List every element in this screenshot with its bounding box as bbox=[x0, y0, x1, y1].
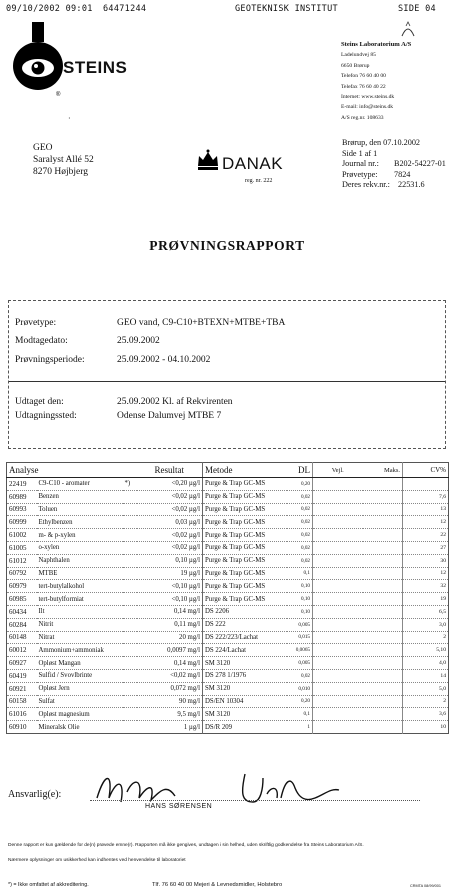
danak-logo: DANAK bbox=[222, 154, 284, 173]
cell-code: 60993 bbox=[7, 503, 37, 516]
cell-note bbox=[123, 605, 137, 618]
cell-method: SM 3120 bbox=[203, 657, 287, 670]
table-row bbox=[7, 580, 449, 593]
cell-result: 0,072 mg/l bbox=[137, 682, 203, 695]
cell-code: 60284 bbox=[7, 618, 37, 631]
cell-code: 60419 bbox=[7, 669, 37, 682]
cell-method: SM 3120 bbox=[203, 708, 287, 721]
cell-cv: 5,0 bbox=[403, 682, 449, 695]
table-row bbox=[7, 605, 449, 618]
cell-note bbox=[123, 567, 137, 580]
cell-result: <0,02 mg/l bbox=[137, 669, 203, 682]
table-row bbox=[7, 631, 449, 644]
crown-icon bbox=[196, 148, 220, 172]
cell-cv: 2 bbox=[403, 631, 449, 644]
cell-code: 60792 bbox=[7, 567, 37, 580]
cell-dl: 0,10 bbox=[287, 593, 313, 606]
lab-address-1: Ladelundvej 85 bbox=[341, 52, 376, 59]
cell-name: Ammonium+ammoniak bbox=[37, 644, 123, 657]
lab-name: Steins Laboratorium A/S bbox=[341, 41, 412, 48]
cell-note bbox=[123, 516, 137, 529]
cell-cv: 13 bbox=[403, 503, 449, 516]
cell-note bbox=[123, 708, 137, 721]
cell-method: DS/R 209 bbox=[203, 721, 287, 734]
cell-name: Ilt bbox=[37, 605, 123, 618]
cell-result: 20 mg/l bbox=[137, 631, 203, 644]
cell-result: <0,02 µg/l bbox=[137, 503, 203, 516]
header-analyse: Analyse bbox=[7, 463, 137, 478]
cell-maks bbox=[363, 541, 403, 554]
svg-text:®: ® bbox=[56, 92, 61, 98]
lab-address-2: 6650 Brørup bbox=[341, 62, 370, 69]
cell-dl: 0,005 bbox=[287, 657, 313, 670]
table-row bbox=[7, 618, 449, 631]
cell-dl: 0,0065 bbox=[287, 644, 313, 657]
cell-vejl bbox=[313, 657, 363, 670]
cell-cv: 12 bbox=[403, 516, 449, 529]
cell-code: 60158 bbox=[7, 695, 37, 708]
cell-vejl bbox=[313, 618, 363, 631]
cell-name: Opløst Mangan bbox=[37, 657, 123, 670]
journal-label: Journal nr.: bbox=[342, 159, 379, 168]
cell-vejl bbox=[313, 708, 363, 721]
cell-result: <0,20 µg/l bbox=[137, 478, 203, 491]
cell-vejl bbox=[313, 682, 363, 695]
cell-cv: 3,6 bbox=[403, 708, 449, 721]
info-row-provningsperiode: Prøvningsperiode: 25.09.2002 - 04.10.2002 bbox=[15, 355, 211, 365]
cell-maks bbox=[363, 721, 403, 734]
table-row bbox=[7, 554, 449, 567]
table-row bbox=[7, 503, 449, 516]
cell-code: 60927 bbox=[7, 657, 37, 670]
cell-name: C9-C10 - aromater bbox=[37, 478, 123, 491]
cell-cv: 12 bbox=[403, 567, 449, 580]
cell-result: 0,03 µg/l bbox=[137, 516, 203, 529]
cell-note bbox=[123, 541, 137, 554]
cell-method: DS 222/223/Lachat bbox=[203, 631, 287, 644]
cell-dl: 0,010 bbox=[287, 682, 313, 695]
lab-regnr: A/S reg.nr. 108633 bbox=[341, 114, 384, 121]
info-row-modtagedato: Modtagedato: 25.09.2002 bbox=[15, 336, 160, 346]
cell-name: o-xylen bbox=[37, 541, 123, 554]
recipient-address bbox=[33, 142, 94, 178]
cell-cv: 2 bbox=[403, 695, 449, 708]
cell-maks bbox=[363, 554, 403, 567]
cell-result: <0,02 µg/l bbox=[137, 490, 203, 503]
table-row bbox=[7, 516, 449, 529]
cell-result: <0,02 µg/l bbox=[137, 541, 203, 554]
lab-emblem-icon bbox=[398, 20, 418, 40]
cell-note bbox=[123, 669, 137, 682]
fax-datetime: 09/10/2002 09:01 bbox=[6, 4, 93, 14]
cell-method: SM 3120 bbox=[203, 682, 287, 695]
cell-vejl bbox=[313, 580, 363, 593]
cell-note: *) bbox=[123, 478, 137, 491]
cell-vejl bbox=[313, 490, 363, 503]
cell-note bbox=[123, 644, 137, 657]
footer-disclaimer: Denne rapport er kun gældende for de(n) prøvede emne(r). Rapporten må ikke gengives, undtagen i sin helhed, uden skriftlig godkendelse fra Steins Laboratorium A/S. bbox=[8, 843, 364, 848]
cell-name: tert-butylformiat bbox=[37, 593, 123, 606]
table-row bbox=[7, 644, 449, 657]
signature-line bbox=[90, 800, 420, 801]
cell-maks bbox=[363, 695, 403, 708]
cell-maks bbox=[363, 631, 403, 644]
cell-dl: 0,005 bbox=[287, 618, 313, 631]
cell-result: 9,5 mg/l bbox=[137, 708, 203, 721]
header-vejl: Vejl. bbox=[313, 463, 363, 478]
header-metode: Metode bbox=[203, 463, 287, 478]
cell-maks bbox=[363, 503, 403, 516]
cell-code: 60979 bbox=[7, 580, 37, 593]
cell-dl: 0,02 bbox=[287, 669, 313, 682]
cell-dl: 0,02 bbox=[287, 541, 313, 554]
cell-method: Purge & Trap GC-MS bbox=[203, 516, 287, 529]
cell-method: Purge & Trap GC-MS bbox=[203, 567, 287, 580]
cell-result: 90 mg/l bbox=[137, 695, 203, 708]
cell-maks bbox=[363, 618, 403, 631]
danak-reg: reg. nr. 222 bbox=[245, 178, 273, 184]
cell-result: 1 µg/l bbox=[137, 721, 203, 734]
cell-method: DS 222 bbox=[203, 618, 287, 631]
journal-value: B202-54227-01 bbox=[394, 159, 446, 168]
cell-maks bbox=[363, 644, 403, 657]
cell-cv: 7,6 bbox=[403, 490, 449, 503]
cell-dl: 0,10 bbox=[287, 580, 313, 593]
cell-note bbox=[123, 631, 137, 644]
cell-code: 60989 bbox=[7, 490, 37, 503]
cell-dl: 0,20 bbox=[287, 478, 313, 491]
cell-name: Ethylbenzen bbox=[37, 516, 123, 529]
cell-result: 0,14 mg/l bbox=[137, 657, 203, 670]
fax-page: SIDE 04 bbox=[398, 4, 436, 14]
cell-note bbox=[123, 490, 137, 503]
header-resultat: Resultat bbox=[137, 463, 203, 478]
sample-info-box bbox=[8, 300, 446, 449]
report-info bbox=[342, 138, 452, 191]
table-header-row bbox=[7, 463, 449, 478]
cell-maks bbox=[363, 708, 403, 721]
info-row-provetype: Prøvetype: GEO vand, C9-C10+BTEXN+MTBE+TBA bbox=[15, 318, 286, 328]
cell-maks bbox=[363, 478, 403, 491]
lab-info bbox=[341, 40, 451, 123]
cell-name: Nitrit bbox=[37, 618, 123, 631]
cell-vejl bbox=[313, 631, 363, 644]
cell-method: Purge & Trap GC-MS bbox=[203, 490, 287, 503]
cell-dl: 0,02 bbox=[287, 490, 313, 503]
cell-note bbox=[123, 657, 137, 670]
lab-email: E-mail: info@steins.dk bbox=[341, 104, 394, 111]
table-row bbox=[7, 657, 449, 670]
cell-method: DS/EN 10304 bbox=[203, 695, 287, 708]
cell-cv: 32 bbox=[403, 580, 449, 593]
cell-note bbox=[123, 554, 137, 567]
lab-web: Internet: www.steins.dk bbox=[341, 94, 395, 101]
cell-maks bbox=[363, 657, 403, 670]
recipient-city: 8270 Højbjerg bbox=[33, 167, 88, 177]
header-maks: Maks. bbox=[363, 463, 403, 478]
cell-method: Purge & Trap GC-MS bbox=[203, 554, 287, 567]
cell-vejl bbox=[313, 695, 363, 708]
steins-logo-icon bbox=[12, 22, 66, 98]
cell-cv: 6,5 bbox=[403, 605, 449, 618]
cell-code: 61016 bbox=[7, 708, 37, 721]
cell-name: MTBE bbox=[37, 567, 123, 580]
cell-dl: 0,10 bbox=[287, 605, 313, 618]
cell-method: Purge & Trap GC-MS bbox=[203, 529, 287, 542]
cell-code: 60999 bbox=[7, 516, 37, 529]
header-cv: CV% bbox=[403, 463, 449, 478]
cell-cv: 14 bbox=[403, 669, 449, 682]
cell-vejl bbox=[313, 567, 363, 580]
cell-result: 0,11 mg/l bbox=[137, 618, 203, 631]
cell-maks bbox=[363, 516, 403, 529]
cell-code: 60985 bbox=[7, 593, 37, 606]
cell-method: DS 224/Lachat bbox=[203, 644, 287, 657]
cell-note bbox=[123, 618, 137, 631]
recipient-street: Saralyst Allé 52 bbox=[33, 155, 94, 165]
cell-maks bbox=[363, 682, 403, 695]
cell-cv: 19 bbox=[403, 593, 449, 606]
cell-code: 60148 bbox=[7, 631, 37, 644]
cell-method: DS 278 1/1976 bbox=[203, 669, 287, 682]
cell-method: Purge & Trap GC-MS bbox=[203, 593, 287, 606]
cell-code: 61012 bbox=[7, 554, 37, 567]
cell-dl: 0,015 bbox=[287, 631, 313, 644]
cell-maks bbox=[363, 529, 403, 542]
recipient-name: GEO bbox=[33, 143, 53, 153]
cell-code: 60921 bbox=[7, 682, 37, 695]
table-row bbox=[7, 682, 449, 695]
cell-vejl bbox=[313, 593, 363, 606]
report-title: PRØVNINGSRAPPORT bbox=[149, 238, 305, 253]
lab-phone: Telefon 76 60 40 00 bbox=[341, 73, 386, 80]
cell-code: 61002 bbox=[7, 529, 37, 542]
signature-handwritten bbox=[95, 768, 375, 810]
cell-vejl bbox=[313, 529, 363, 542]
cell-vejl bbox=[313, 503, 363, 516]
cell-dl: 0,02 bbox=[287, 554, 313, 567]
cell-maks bbox=[363, 593, 403, 606]
cell-code: 22419 bbox=[7, 478, 37, 491]
cell-name: Toluen bbox=[37, 503, 123, 516]
cell-method: Purge & Trap GC-MS bbox=[203, 478, 287, 491]
table-row bbox=[7, 541, 449, 554]
cell-maks bbox=[363, 490, 403, 503]
cell-note bbox=[123, 721, 137, 734]
cell-code: 60012 bbox=[7, 644, 37, 657]
cell-name: Naphthalen bbox=[37, 554, 123, 567]
cell-result: <0,02 µg/l bbox=[137, 529, 203, 542]
cell-note bbox=[123, 593, 137, 606]
cell-name: tert-butylalkohol bbox=[37, 580, 123, 593]
report-date: Brørup, den 07.10.2002 bbox=[342, 138, 421, 147]
footer-form-code: CRMTA 08/99/001 bbox=[410, 884, 441, 888]
table-row bbox=[7, 478, 449, 491]
cell-vejl bbox=[313, 554, 363, 567]
cell-vejl bbox=[313, 644, 363, 657]
footer-uncertainty: Nærmere oplysninger om usikkerhed kan indhentes ved henvendelse til laboratoriet bbox=[8, 858, 186, 863]
ref-value: 22531.6 bbox=[398, 180, 425, 189]
info-row-udtagningssted: Udtagningssted: Odense Dalumvej MTBE 7 bbox=[15, 411, 222, 421]
type-label: Prøvetype: bbox=[342, 169, 378, 179]
cell-result: 0,14 mg/l bbox=[137, 605, 203, 618]
info-row-udtaget: Udtaget den: 25.09.2002 Kl. af Rekvirenten bbox=[15, 397, 233, 407]
cell-name: Mineralsk Olie bbox=[37, 721, 123, 734]
cell-code: 60910 bbox=[7, 721, 37, 734]
footer-note: *) = Ikke omfattet af akkreditering. bbox=[8, 882, 89, 888]
lab-fax: Telefax 76 60 40 22 bbox=[341, 83, 386, 90]
cell-vejl bbox=[313, 669, 363, 682]
cell-method: Purge & Trap GC-MS bbox=[203, 503, 287, 516]
cell-name: Sulfat bbox=[37, 695, 123, 708]
cell-dl: 0,02 bbox=[287, 516, 313, 529]
cell-dl: 0,02 bbox=[287, 503, 313, 516]
table-row bbox=[7, 695, 449, 708]
table-row bbox=[7, 593, 449, 606]
cell-maks bbox=[363, 605, 403, 618]
cell-vejl bbox=[313, 721, 363, 734]
cell-name: Benzen bbox=[37, 490, 123, 503]
cell-cv: 10 bbox=[403, 721, 449, 734]
cell-result: 0,0097 mg/l bbox=[137, 644, 203, 657]
table-row bbox=[7, 708, 449, 721]
table-row bbox=[7, 721, 449, 734]
cell-name: Opløst Jern bbox=[37, 682, 123, 695]
cell-maks bbox=[363, 669, 403, 682]
cell-maks bbox=[363, 580, 403, 593]
cell-cv: 4,0 bbox=[403, 657, 449, 670]
cell-result: 0,10 µg/l bbox=[137, 554, 203, 567]
cell-maks bbox=[363, 567, 403, 580]
cell-note bbox=[123, 503, 137, 516]
type-value: 7824 bbox=[394, 169, 411, 179]
cell-cv: 27 bbox=[403, 541, 449, 554]
cell-method: Purge & Trap GC-MS bbox=[203, 580, 287, 593]
cell-result: <0,10 µg/l bbox=[137, 580, 203, 593]
cell-cv: 5,10 bbox=[403, 644, 449, 657]
cell-dl: 1 bbox=[287, 721, 313, 734]
cell-name: Opløst magnesium bbox=[37, 708, 123, 721]
cell-cv bbox=[403, 478, 449, 491]
cell-cv: 22 bbox=[403, 529, 449, 542]
fax-number: 64471244 bbox=[103, 4, 147, 14]
cell-vejl bbox=[313, 605, 363, 618]
cell-result: 19 µg/l bbox=[137, 567, 203, 580]
table-row bbox=[7, 567, 449, 580]
signatory-name: HANS SØRENSEN bbox=[145, 803, 213, 810]
table-row bbox=[7, 529, 449, 542]
footer-contact: Tlf. 76 60 40 00 Mejeri & Levnedsmidler, Holstebro bbox=[152, 882, 283, 888]
cell-note bbox=[123, 580, 137, 593]
cell-note bbox=[123, 682, 137, 695]
cell-method: Purge & Trap GC-MS bbox=[203, 541, 287, 554]
cell-vejl bbox=[313, 516, 363, 529]
fax-sender: GEOTEKNISK INSTITUT bbox=[235, 4, 338, 14]
cell-dl: 0,1 bbox=[287, 708, 313, 721]
cell-name: Sulfid / Svovlbrinte bbox=[37, 669, 123, 682]
cell-code: 60434 bbox=[7, 605, 37, 618]
cell-cv: 30 bbox=[403, 554, 449, 567]
report-page: Side 1 af 1 bbox=[342, 148, 378, 158]
cell-code: 61005 bbox=[7, 541, 37, 554]
cell-cv: 3,0 bbox=[403, 618, 449, 631]
cell-dl: 0,1 bbox=[287, 567, 313, 580]
cell-result: <0,10 µg/l bbox=[137, 593, 203, 606]
info-divider bbox=[9, 381, 445, 382]
cell-name: Nitrat bbox=[37, 631, 123, 644]
cell-note bbox=[123, 529, 137, 542]
cell-name: m- & p-xylen bbox=[37, 529, 123, 542]
ref-label: Deres rekv.nr.: bbox=[342, 180, 390, 189]
cell-vejl bbox=[313, 478, 363, 491]
header-dl: DL bbox=[287, 463, 313, 478]
cell-vejl bbox=[313, 541, 363, 554]
results-table bbox=[6, 462, 449, 734]
cell-method: DS 2206 bbox=[203, 605, 287, 618]
cell-note bbox=[123, 695, 137, 708]
cell-dl: 0,20 bbox=[287, 695, 313, 708]
table-row bbox=[7, 669, 449, 682]
responsible-label: Ansvarlig(e): bbox=[8, 789, 62, 800]
table-row bbox=[7, 490, 449, 503]
brand-name: STEINS bbox=[63, 58, 128, 77]
cell-dl: 0,02 bbox=[287, 529, 313, 542]
